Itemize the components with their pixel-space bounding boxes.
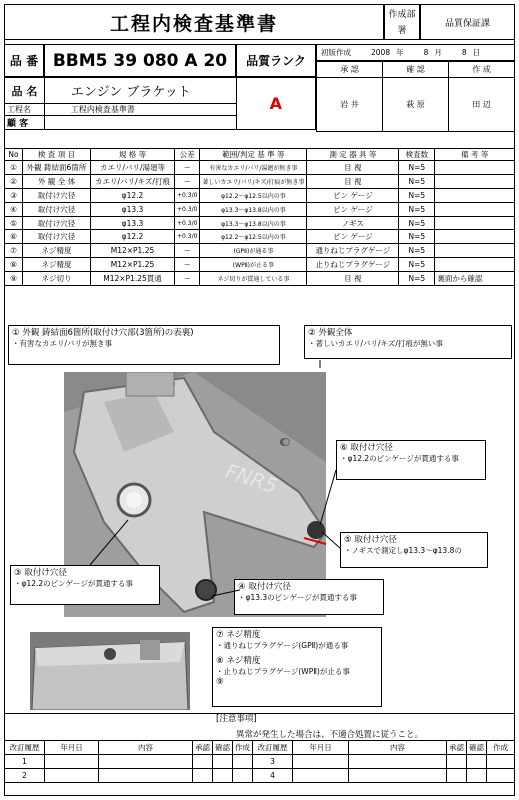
row-tol: —	[175, 161, 200, 175]
row-qty: N=5	[399, 230, 435, 244]
rev-head-left-no: 改訂履歴	[5, 741, 45, 755]
row-spec: φ13.3	[91, 216, 175, 230]
row-item: 取付け穴径	[23, 230, 91, 244]
process-label: 工程名	[5, 104, 45, 116]
row-qty: N=5	[399, 174, 435, 188]
row-note: 裏面から確認	[435, 272, 515, 286]
row-range: (GPⅡ)が通る事	[200, 244, 307, 258]
row-item: ネジ精度	[23, 244, 91, 258]
row-range: 有害なカエリ/バリ/湯廻が無き事	[200, 161, 307, 175]
callout-5-title: ⑤ 取付け穴径	[344, 535, 397, 545]
rev-head-left-date: 年月日	[45, 741, 99, 755]
callout-5-body: ・ノギスで測定しφ13.3～φ13.8の	[344, 546, 462, 556]
row-tool: 目 視	[307, 272, 399, 286]
rev-head-left-check: 確認	[213, 741, 233, 755]
approval-name-create: 田 辺	[449, 78, 515, 132]
month-unit: 月	[434, 48, 442, 57]
row-no: ⑤	[5, 216, 23, 230]
row-range: φ12.2～φ12.5以内の事	[200, 188, 307, 202]
col-no: No	[5, 149, 23, 161]
rev-head-right-create: 作成	[487, 741, 515, 755]
row-tol: —	[175, 272, 200, 286]
callout-4-title: ④ 取付け穴径	[238, 582, 291, 592]
rev-head-right-approve: 承認	[447, 741, 467, 755]
callout-7-body: ・通りねじプラグゲージ(GPⅡ)が通る事	[216, 641, 349, 651]
row-tool: 目 視	[307, 161, 399, 175]
approval-name-check: 萩 原	[383, 78, 449, 132]
col-item: 検 査 項 目	[23, 149, 91, 161]
row-no: ②	[5, 174, 23, 188]
row-tol: +0.3/0	[175, 202, 200, 216]
row-qty: N=5	[399, 188, 435, 202]
row-tool: ピン ゲージ	[307, 230, 399, 244]
rev-head-left-approve: 承認	[193, 741, 213, 755]
approval-label-approve: 承 認	[317, 62, 383, 78]
first-created-month: 8	[423, 48, 429, 57]
col-spec: 規 格 等	[91, 149, 175, 161]
row-no: ⑦	[5, 244, 23, 258]
rev-head-right-date: 年月日	[293, 741, 349, 755]
row-tol: +0.3/0	[175, 230, 200, 244]
notes-body: 異常が発生した場合は、不適合処置に従うこと。	[236, 730, 424, 740]
rev-right-no: 3	[253, 755, 293, 769]
col-range: 範囲/判定 基 準 等	[200, 149, 307, 161]
row-tol: +0.3/0	[175, 216, 200, 230]
callout-9-title: ⑨	[216, 677, 224, 688]
row-no: ④	[5, 202, 23, 216]
callout-1-body: ・有害なカエリ/バリが無き事	[12, 339, 113, 349]
row-spec: カエリ/バリ/キズ/打痕	[91, 174, 175, 188]
rev-right-no: 4	[253, 769, 293, 783]
row-no: ⑨	[5, 272, 23, 286]
rev-head-left-content: 内容	[99, 741, 193, 755]
row-no: ⑧	[5, 258, 23, 272]
col-tol: 公差	[175, 149, 200, 161]
approval-label-check: 確 認	[383, 62, 449, 78]
rev-head-right-content: 内容	[349, 741, 447, 755]
day-unit: 日	[472, 48, 481, 57]
row-tool: 通りねじプラグゲージ	[307, 244, 399, 258]
callout-3-title: ③ 取付け穴径	[14, 568, 67, 578]
callout-2-title: ② 外観全体	[308, 328, 353, 338]
row-range: 著しいカエリ/バリ/キズ/打痕が無き事	[200, 174, 307, 188]
rev-head-left-create: 作成	[233, 741, 253, 755]
row-item: 取付け穴径	[23, 216, 91, 230]
revision-header-row	[5, 741, 515, 755]
row-tool: ピン ゲージ	[307, 188, 399, 202]
row-no: ⑥	[5, 230, 23, 244]
row-no: ①	[5, 161, 23, 175]
row-tool: 止りねじプラグゲージ	[307, 258, 399, 272]
row-qty: N=5	[399, 216, 435, 230]
callout-4-body: ・φ13.3のピンゲージが貫通する事	[238, 593, 357, 603]
rev-head-right-no: 改訂履歴	[253, 741, 293, 755]
customer-label: 顧 客	[5, 116, 45, 130]
row-item: ネジ精度	[23, 258, 91, 272]
approval-name-approve: 岩 井	[317, 78, 383, 132]
row-tool: 目 視	[307, 174, 399, 188]
callout-1-title: ① 外観 鋳結面6箇所(取付け穴部(3箇所)の表裏)	[12, 328, 194, 338]
callout-3-body: ・φ12.2のピンゲージが貫通する事	[14, 579, 133, 589]
row-tool: ノギス	[307, 216, 399, 230]
col-note: 備 考 等	[435, 149, 515, 161]
callout-2-body: ・著しいカエリ/バリ/キズ/打痕が無い事	[308, 339, 443, 349]
part-name-label: 品 名	[5, 78, 45, 104]
part-no: BBM5 39 080 A 20	[44, 44, 236, 77]
row-range: (WPⅡ)が止る事	[200, 258, 307, 272]
callout-6-body: ・φ12.2のピンゲージが貫通する事	[340, 454, 459, 464]
row-item: 外 観 全 体	[23, 174, 91, 188]
rev-head-right-check: 確認	[467, 741, 487, 755]
row-tol: +0.3/0	[175, 188, 200, 202]
row-spec: φ13.3	[91, 202, 175, 216]
row-spec: M12×P1.25貫通	[91, 272, 175, 286]
row-spec: φ12.2	[91, 188, 175, 202]
part-no-label: 品 番	[4, 44, 44, 77]
row-range: φ12.2～φ12.5以内の事	[200, 230, 307, 244]
creator-dept-value: 品質保証課	[420, 4, 515, 40]
row-range: φ13.3～φ13.8以内の事	[200, 216, 307, 230]
row-no: ③	[5, 188, 23, 202]
row-qty: N=5	[399, 161, 435, 175]
approval-label-create: 作 成	[449, 62, 515, 78]
col-qty: 検査数	[399, 149, 435, 161]
row-spec: φ12.2	[91, 230, 175, 244]
quality-rank-value: A	[236, 78, 315, 130]
revision-table	[4, 740, 515, 783]
row-spec: M12×P1.25	[91, 244, 175, 258]
row-qty: N=5	[399, 202, 435, 216]
row-item: 取付け穴径	[23, 188, 91, 202]
row-spec: カエリ/バリ/湯廻等	[91, 161, 175, 175]
first-created-label: 初版作成	[321, 48, 351, 57]
callout-7-title: ⑦ ネジ精度	[216, 630, 261, 640]
quality-rank-label: 品質ランク	[236, 44, 316, 77]
first-created-day: 8	[461, 48, 467, 57]
rev-left-no: 2	[5, 769, 45, 783]
process-name: 工程内検査基準書	[44, 104, 236, 116]
revision-row	[5, 755, 515, 769]
first-created-year: 2008	[371, 48, 391, 57]
creator-dept-label: 作成部署	[384, 4, 420, 40]
row-qty: N=5	[399, 244, 435, 258]
document-title: 工程内検査基準書	[4, 4, 384, 40]
row-tool: ピン ゲージ	[307, 202, 399, 216]
row-tol: —	[175, 258, 200, 272]
row-spec: M12×P1.25	[91, 258, 175, 272]
notes-title: [注意事項]	[216, 714, 257, 724]
row-item: 取付け穴径	[23, 202, 91, 216]
row-qty: N=5	[399, 258, 435, 272]
rev-left-no: 1	[5, 755, 45, 769]
row-item: 外観 鋳結面6箇所	[23, 161, 91, 175]
row-item: ネジ切り	[23, 272, 91, 286]
row-tol: —	[175, 244, 200, 258]
callout-6-title: ⑥ 取付け穴径	[340, 443, 393, 453]
revision-row	[5, 769, 515, 783]
row-range: ネジ切りが貫通している事	[200, 272, 307, 286]
year-unit: 年	[396, 48, 404, 57]
row-range: φ13.3～φ13.8以内の事	[200, 202, 307, 216]
col-tool: 測 定 器 具 等	[307, 149, 399, 161]
part-marking: FNR5	[222, 458, 281, 499]
part-name: エンジン ブラケット	[44, 78, 236, 104]
callout-8-title: ⑧ ネジ精度	[216, 655, 261, 666]
callout-8-body: ・止りねじプラグゲージ(WPⅡ)が止る事	[216, 667, 350, 677]
row-tol: —	[175, 174, 200, 188]
row-qty: N=5	[399, 272, 435, 286]
